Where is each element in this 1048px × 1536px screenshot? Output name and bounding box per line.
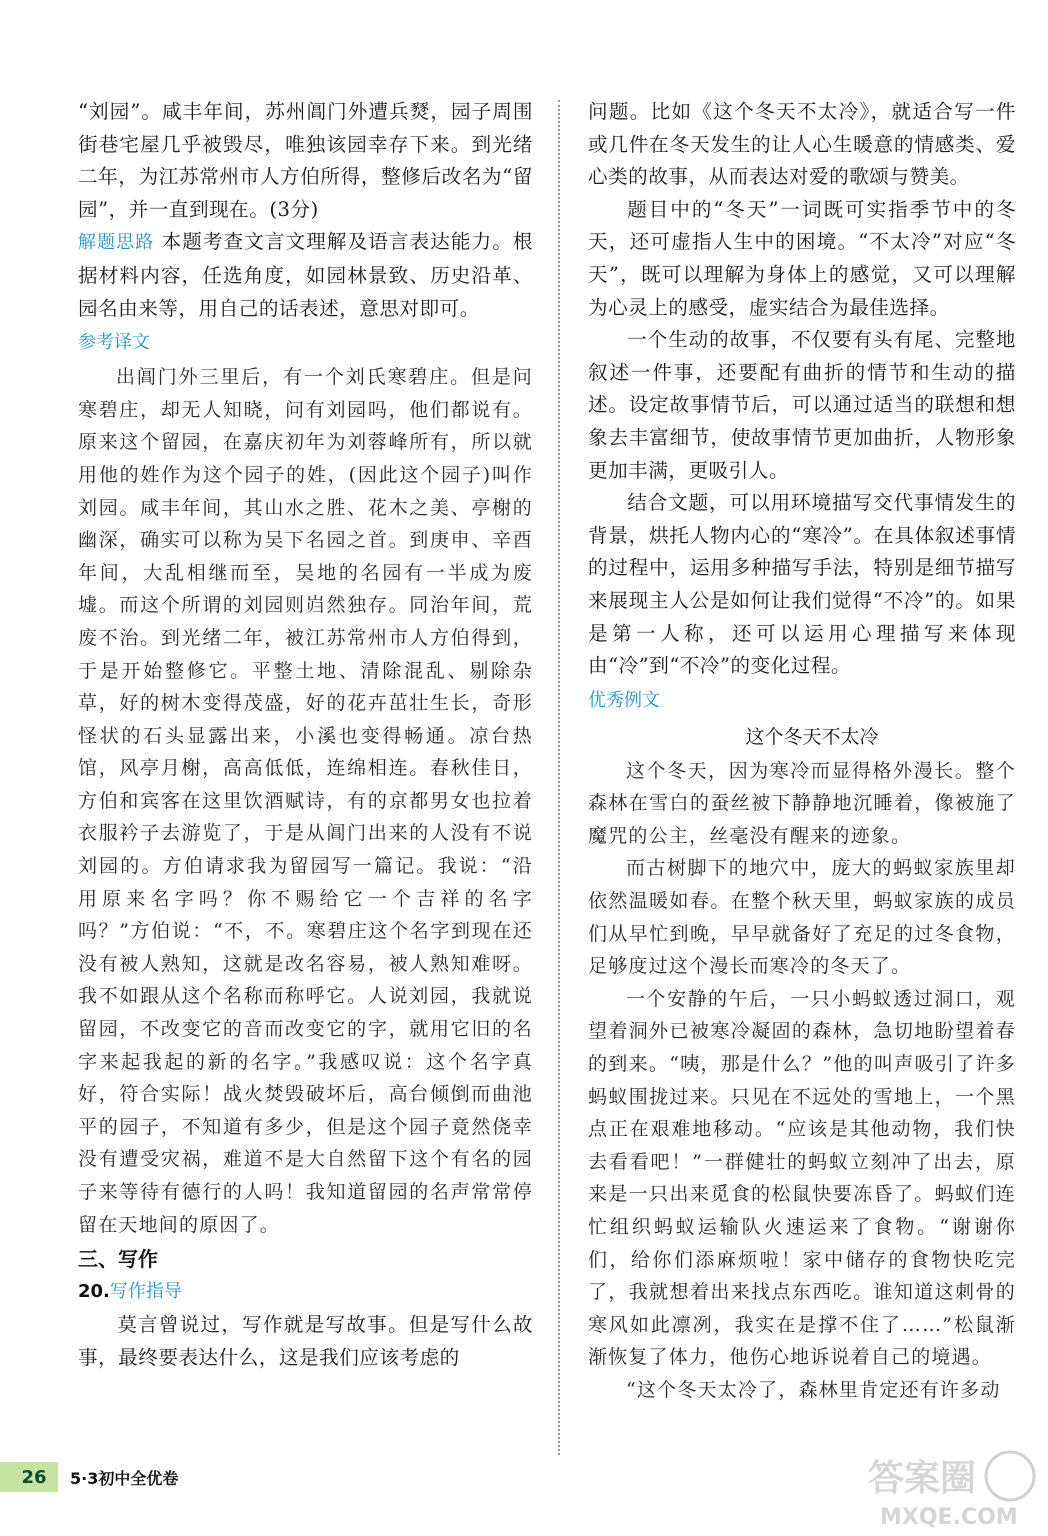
essay-paragraph-3: 一个安静的午后，一只小蚂蚁透过洞口，观望着洞外已被寒冷凝固的森林，急切地盼望着春的到来。“咦，那是什么？”他的叫声吸引了许多蚂蚁围拢过来。只见在不远处的雪地上，一个黑点正在艰难地移动。“应该是其他动物，我们快去看看吧！”一群健壮的蚂蚁立刻冲了出去，原来是一只出来觅食的松鼠快要冻昏了。蚂蚁们连忙组织蚂蚁运输队火速运来了食物。“谢谢你们，给你们添麻烦啦！家中储存的食物快吃完了，我就想着出来找点东西吃。谁知道这刺骨的寒风如此凛冽，我实在是撑不住了……”松鼠渐渐恢复了体力，他伤心地诉说着自己的境遇。 <box>588 987 1016 1369</box>
question-number: 20. <box>78 1281 110 1303</box>
essay-title: 这个冬天不太冷 <box>745 725 879 748</box>
column-divider <box>558 100 560 1455</box>
example-essay-label: 优秀例文 <box>588 689 660 711</box>
writing-guide-p2: 题目中的“冬天”一词既可实指季节中的冬天，还可虚指人生中的困境。“不太冷”对应“冬天”，既可以理解为身体上的感觉，又可以理解为心灵上的感受，虚实结合为最佳选择。 <box>588 197 1016 319</box>
watermark-text: 答案圈 <box>868 1458 977 1499</box>
translation-text: 出阊门外三里后，有一个刘氏寒碧庄。但是问寒碧庄，却无人知晓，问有刘园吗，他们都说有。原来这个留园，在嘉庆初年为刘蓉峰所有，所以就用他的姓作为这个园子的姓，(因此这个园子)叫作刘园。咸丰年间，其山水之胜、花木之美、亭榭的幽深，确实可以称为吴下名园之首。到庚申、辛酉年间，大乱相继而至，吴地的名园有一半成为废墟。而这个所谓的刘园则岿然独存。同治年间，荒废不治。到光绪二年，被江苏常州市人方伯得到，于是开始整修它。平整土地、清除混乱、剔除杂草，好的树木变得茂盛，好的花卉茁壮生长，奇形怪状的石头显露出来，小溪也变得畅通。凉台热馆，风亭月榭，高高低低，连绵相连。春秋佳日，方伯和宾客在这里饮酒赋诗，有的京都男女也拉着衣服衿子去游览了，于是从阊门出来的人没有不说刘园的。方伯请求我为留园写一篇记。我说：“沿用原来名字吗？你不赐给它一个吉祥的名字吗？”方伯说：“不，不。寒碧庄这个名字到现在还没有被人熟知，这就是改名容易，被人熟知难呀。我不如跟从这个名称而称呼它。人说刘园，我就说留园，不改变它的音而改变它的字，就用它旧的名字来起我起的新的名字。”我感叹说：这个名字真好，符合实际！战火焚毁破坏后，高台倾倒而曲池平的园子，不知道有多少，但是这个园子竟然侥幸没有遭受灾祸，难道不是大自然留下这个有名的园子来等待有德行的人吗！我知道留园的名声常常停留在天地间的原因了。 <box>78 366 533 1236</box>
watermark-logo <box>860 1440 1040 1530</box>
essay-paragraph-4: “这个冬天太冷了，森林里肯定还有许多动 <box>626 1378 1001 1401</box>
page-number: 26 <box>0 1462 58 1492</box>
right-column <box>588 96 1016 1407</box>
watermark-url: MXQE.COM <box>880 1505 1018 1530</box>
left-column <box>78 96 533 1374</box>
writing-guide-p3: 一个生动的故事，不仅要有头有尾、完整地叙述一件事，还要配有曲折的情节和生动的描述。设定故事情节后，可以通过适当的联想和想象去丰富细节，使故事情节更加曲折，人物形象更加丰满，更吸引人。 <box>588 328 1016 482</box>
writing-guide-label: 写作指导 <box>109 1281 182 1303</box>
writing-guide-start: 莫言曾说过，写作就是写故事。但是写什么故事，最终要表达什么，这是我们应该考虑的 <box>78 1313 533 1369</box>
writing-guide-continued: 问题。比如《这个冬天不太冷》，就适合写一件或几件在冬天发生的让人心生暖意的情感类、爱心类的故事，从而表达对爱的歌颂与赞美。 <box>588 100 1016 189</box>
translation-block <box>78 361 533 1241</box>
essay-body <box>588 755 1016 1407</box>
analysis-label: 解题思路 <box>78 232 155 254</box>
section-heading: 三、写作 <box>78 1247 158 1272</box>
question-20-header <box>78 1275 533 1309</box>
essay-paragraph-1: 这个冬天，因为寒冷而显得格外漫长。整个森林在雪白的蚕丝被下静静地沉睡着，像被施了魔咒的公主，丝毫没有醒来的迹象。 <box>588 759 1016 847</box>
page-footer <box>0 1460 178 1494</box>
analysis-paragraph <box>78 226 533 325</box>
essay-paragraph-2: 而古树脚下的地穴中，庞大的蚂蚁家族里却依然温暖如春。在整个秋天里，蚂蚁家族的成员们从早忙到晚，早早就备好了充足的过冬食物，足够度过这个漫长而寒冷的冬天了。 <box>588 857 1016 978</box>
analysis-text: 本题考查文言文理解及语言表达能力。根据材料内容，任选角度，如园林景致、历史沿革、园名由来等，用自己的话表述，意思对即可。 <box>78 230 534 320</box>
book-brand: 5·3初中全优卷 <box>70 1468 179 1488</box>
translation-label: 参考译文 <box>78 332 150 354</box>
writing-guide-p4: 结合文题，可以用环境描写交代事情发生的背景，烘托人物内心的“寒冷”。在具体叙述事情的过程中，运用多种描写手法，特别是细节描写来展现主人公是如何让我们觉得“不冷”的。如果是第一人称，还可以运用心理描写来体现由“冷”到“不冷”的变化过程。 <box>588 491 1016 678</box>
answer-tail: “刘园”。咸丰年间，苏州阊门外遭兵燹，园子周围街巷宅屋几乎被毁尽，唯独该园幸存下来。到光绪二年，为江苏常州市人方伯所得，整修后改名为“留园”，并一直到现在。(3分) <box>78 100 533 221</box>
